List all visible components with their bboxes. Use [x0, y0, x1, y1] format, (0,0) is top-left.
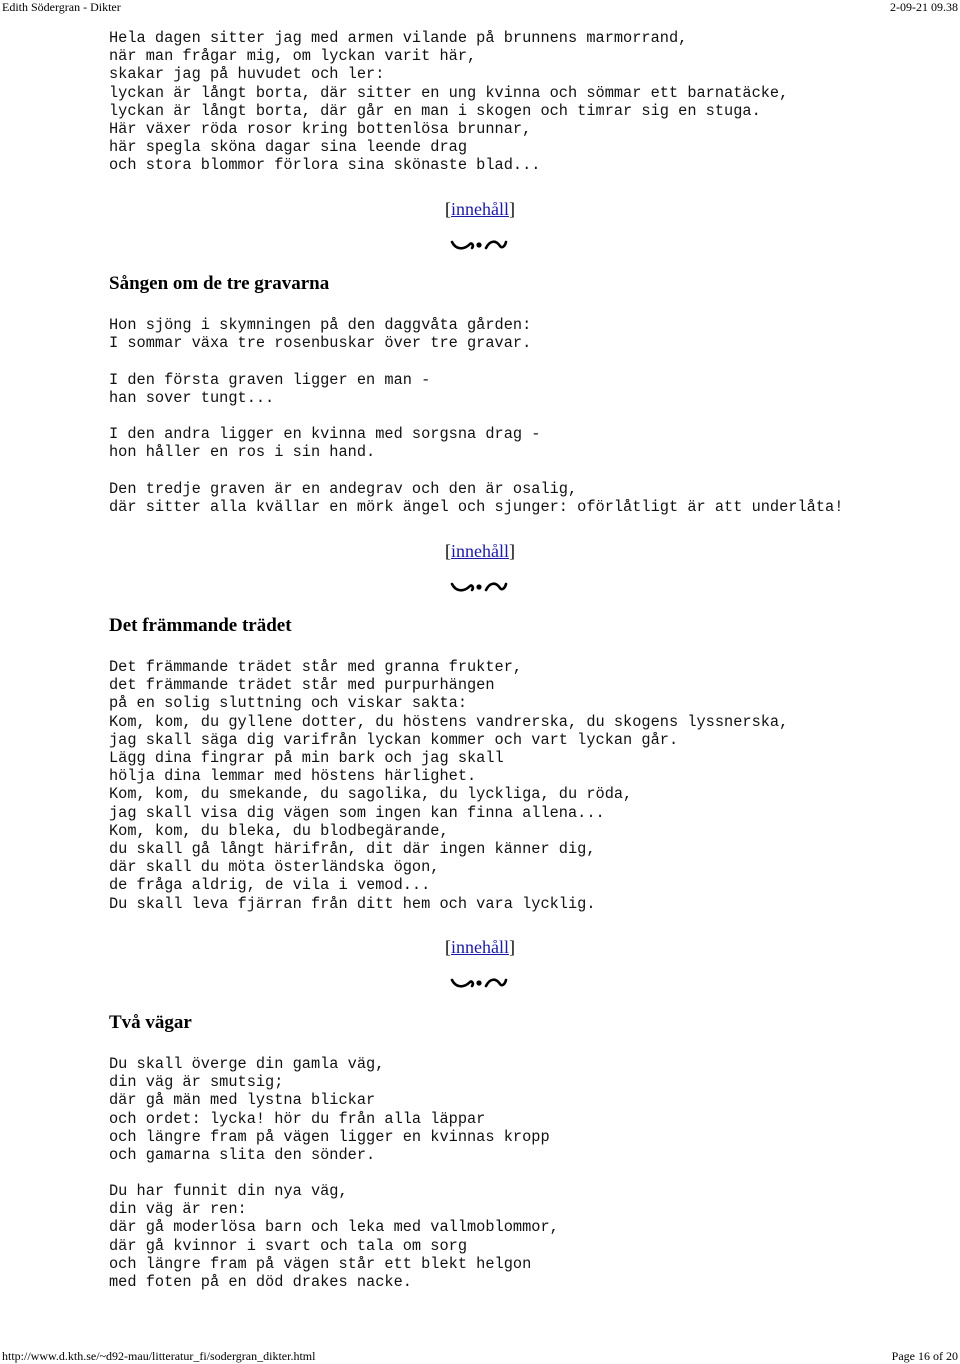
source-url: http://www.d.kth.se/~d92-mau/litteratur_fi/sodergran_dikter.html	[2, 1349, 316, 1363]
poem-stanza: Du skall överge din gamla väg, din väg är smutsig; där gå män med lystna blickar och ordet: lycka! hör du från alla läppar och längre fram på vägen ligger en kvinnas kropp och gamarna slita den sönder.	[109, 1055, 550, 1165]
poem-stanza: I den första graven ligger en man - han sover tungt...	[109, 371, 431, 408]
poem-stanza: Den tredje graven är en andegrav och den är osalig, där sitter alla kvällar en mörk ängel och sjunger: oförlåtligt är att underlåta!	[109, 480, 844, 517]
poem-stanza: Hon sjöng i skymningen på den daggvåta gården: I sommar växa tre rosenbuskar över tre gravar.	[109, 316, 532, 353]
flourish-ornament-icon	[450, 236, 508, 252]
flourish-ornament-icon	[450, 578, 508, 594]
flourish-ornament-icon	[450, 974, 508, 990]
poem-title: Det främmande trädet	[109, 615, 292, 636]
innehall-link[interactable]: innehåll	[451, 937, 509, 957]
document-title: Edith Södergran - Dikter	[2, 0, 121, 14]
toc-link-row: [innehåll]	[445, 541, 515, 561]
poem-title: Sången om de tre gravarna	[109, 273, 330, 294]
poem-stanza: I den andra ligger en kvinna med sorgsna drag - hon håller en ros i sin hand.	[109, 425, 541, 462]
print-datetime: 2-09-21 09.38	[890, 0, 958, 14]
innehall-link[interactable]: innehåll	[451, 541, 509, 561]
poem-stanza: Det främmande trädet står med granna frukter, det främmande trädet står med purpurhängen på en solig sluttning och viskar sakta: Kom, kom, du gyllene dotter, du höstens vandrerska, du skogens lyssnerska, jag skall säga dig varifrån lyckan kommer och vart lyckan går. Lägg dina fingrar på min bark och jag skall hölja dina lemmar med höstens härlighet. Kom, kom, du smekande, du sagolika, du lyckliga, du röda, jag skall visa dig vägen som ingen kan finna allena... Kom, kom, du bleka, du blodbegärande, du skall gå långt härifrån, dit där ingen känner dig, där skall du möta österländska ögon, de fråga aldrig, de vila i vemod... Du skall leva fjärran från ditt hem och vara lycklig.	[109, 658, 789, 913]
innehall-link[interactable]: innehåll	[451, 199, 509, 219]
poem-stanza: Du har funnit din nya väg, din väg är ren: där gå moderlösa barn och leka med vallmoblommor, där gå kvinnor i svart och tala om sorg och längre fram på vägen står ett blekt helgon med foten på en död drakes nacke.	[109, 1182, 559, 1292]
page-number: Page 16 of 20	[891, 1349, 958, 1363]
toc-link-row: [innehåll]	[445, 199, 515, 219]
page-footer	[0, 1349, 960, 1363]
poem-fragment: Hela dagen sitter jag med armen vilande på brunnens marmorrand, när man frågar mig, om lyckan varit här, skakar jag på huvudet och ler: lyckan är långt borta, där sitter en ung kvinna och sömmar ett barnatäcke, lyckan är långt borta, där går en man i skogen och timrar sig en stuga. Här växer röda rosor kring bottenlösa brunnar, här spegla sköna dagar sina leende drag och stora blommor förlora sina skönaste blad...	[109, 29, 789, 175]
toc-link-row: [innehåll]	[445, 937, 515, 957]
poem-title: Två vägar	[109, 1012, 192, 1033]
page-header	[0, 0, 960, 14]
